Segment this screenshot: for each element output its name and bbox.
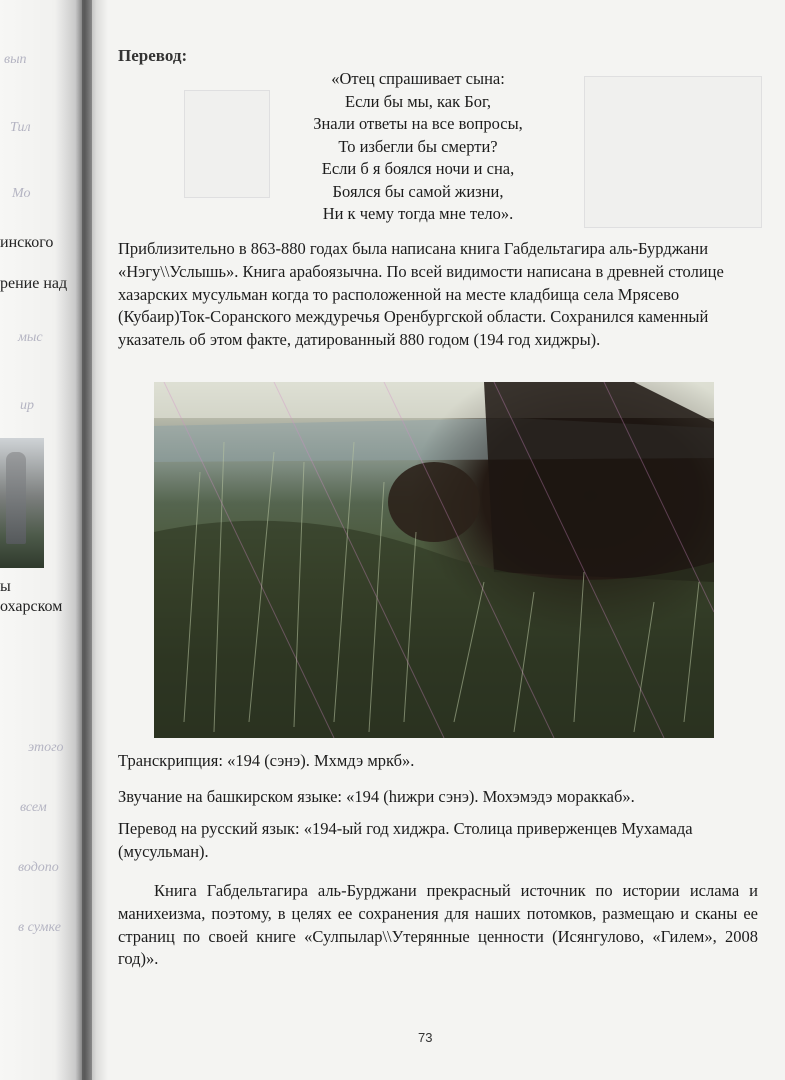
- left-page-fragment: рение над: [0, 275, 68, 292]
- intro-paragraph: Приблизительно в 863-880 годах была написана книга Габдельтагира аль-Бурджани «Нэгу\\Услышь». Книга арабоязычна. По всей видимости написана в древней столице хазарских мусульман когда то расположенной на месте кладбища села Мрясево (Кубаир)Ток-Соранского междуречья Оренбургской области. Сохранился каменный указатель об этом факте, датированный 880 годом (194 год хиджры).: [118, 239, 724, 350]
- translation-heading: Перевод:: [118, 46, 188, 65]
- transcription-line: Транскрипция: «194 (сэнэ). Мхмдэ мркб».: [118, 751, 415, 770]
- book-binding-shadow: [82, 0, 108, 1080]
- poem-block: [258, 68, 578, 226]
- closing-paragraph: Книга Габдельтагира аль-Бурджани прекрасный источник по истории ислама и манихеизма, поэтому, в целях ее сохранения для наших потомков, размещаю и сканы ее страниц по своей книге «Сулпылар\\Утерянные ценности (Исянгулово, «Гилем», 2008 год)».: [118, 881, 758, 969]
- poem-line: «Отец спрашивает сына:: [331, 69, 505, 88]
- left-page-fragment: охарском: [0, 598, 63, 615]
- russian-translation-line: Перевод на русский язык: «194-ый год хиджра. Столица приверженцев Мухамада (мусульман).: [118, 819, 693, 861]
- poem-line: Боялся бы самой жизни,: [332, 181, 504, 201]
- left-page-fragment: ы: [0, 578, 11, 595]
- poem-line: Ни к чему тогда мне тело».: [322, 204, 514, 223]
- poem-line: Знали ответы на все вопросы,: [313, 114, 523, 133]
- left-page-fragment: инского: [0, 234, 54, 251]
- left-page-edge: вып Тил Мо инского рение над мыс ир ы охарском этого всем водопо в сумке: [0, 0, 92, 1080]
- poem-line: Если бы мы, как Бог,: [345, 91, 491, 111]
- book-page: [108, 0, 785, 1080]
- bashkir-sound-line: Звучание на башкирском языке: «194 (һижри сэнэ). Мохэмэдэ мораккаб».: [118, 787, 635, 806]
- poem-line: Если б я боялся ночи и сна,: [321, 159, 515, 178]
- stone-marker-photo: [154, 382, 714, 738]
- page-number: 73: [418, 1030, 433, 1045]
- bleed-through-image: [584, 76, 762, 228]
- poem-line: То избегли бы смерти?: [338, 136, 498, 156]
- left-page-photo: [0, 438, 44, 568]
